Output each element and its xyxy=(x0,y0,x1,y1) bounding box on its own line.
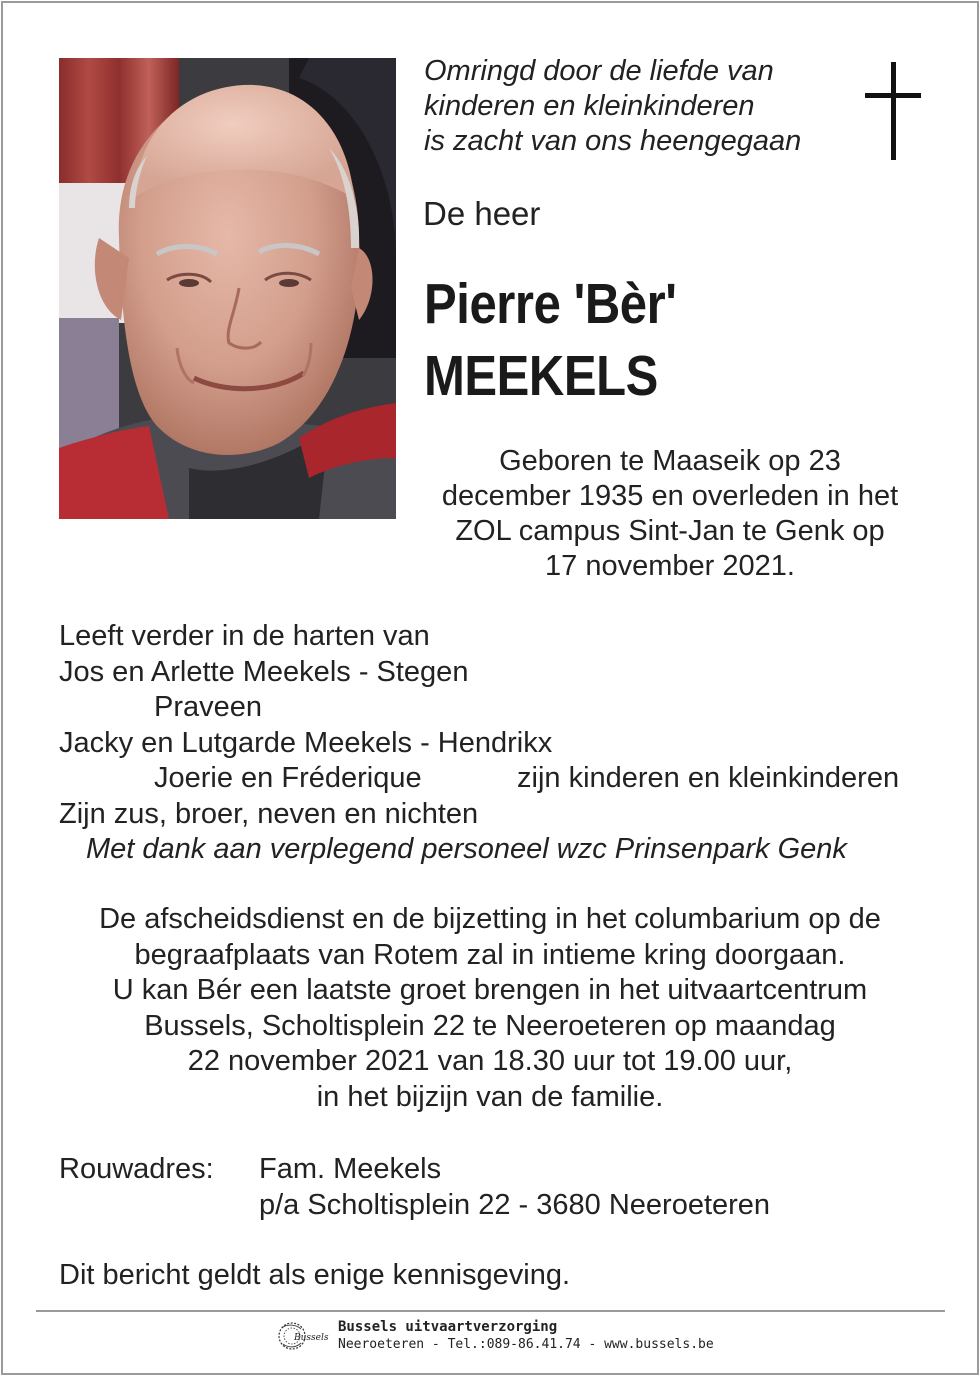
family-relation: zijn kinderen en kleinkinderen xyxy=(517,762,900,794)
address-row xyxy=(59,1187,939,1223)
portrait-photo xyxy=(59,58,396,519)
service-line: U kan Bér een laatste groet brengen in het uitvaartcentrum xyxy=(112,974,868,1006)
family-siblings: Zijn zus, broer, neven en nichten xyxy=(59,797,479,830)
birth-death-details xyxy=(420,444,920,584)
address-line: Fam. Meekels xyxy=(259,1153,442,1185)
address-line: p/a Scholtisplein 22 - 3680 Neeroeteren xyxy=(259,1189,771,1221)
portrait-illustration xyxy=(59,58,396,519)
service-details xyxy=(40,902,940,1115)
address-label: Rouwadres: xyxy=(59,1153,214,1185)
service-line: begraafplaats van Rotem zal in intieme kring doorgaan. xyxy=(134,938,846,971)
footer-text xyxy=(338,1319,714,1353)
service-line: in het bijzijn van de familie. xyxy=(316,1080,664,1113)
intro-text xyxy=(424,54,854,159)
thanks-note: Met dank aan verplegend personeel wzc Prinsenpark Genk xyxy=(86,833,847,865)
service-line: Bussels, Scholtisplein 22 te Neeroeteren op maandag xyxy=(144,1009,836,1042)
salutation: De heer xyxy=(423,195,541,232)
deceased-name xyxy=(424,268,677,412)
birth-line: Geboren te Maaseik op 23 xyxy=(499,445,841,477)
intro-line: kinderen en kleinkinderen xyxy=(424,90,755,122)
address-row xyxy=(59,1151,939,1187)
last-name: MEEKELS xyxy=(424,344,658,408)
company-contact: Neeroeteren - Tel.:089-86.41.74 - www.bussels.be xyxy=(338,1337,714,1352)
cross-icon xyxy=(863,62,923,160)
family-member: Joerie en Fréderique xyxy=(154,762,422,794)
birth-line: ZOL campus Sint-Jan te Genk op xyxy=(455,515,885,547)
logo-lettering: Bussels xyxy=(294,1333,329,1343)
first-name: Pierre 'Bèr' xyxy=(424,272,677,336)
service-line: De afscheidsdienst en de bijzetting in het columbarium op de xyxy=(99,903,881,935)
bussels-logo-icon xyxy=(276,1318,330,1354)
mourning-address xyxy=(59,1151,939,1223)
family-member: Praveen xyxy=(154,691,263,723)
family-member: Jacky en Lutgarde Meekels - Hendrikx xyxy=(59,726,553,759)
family-member-row xyxy=(59,761,939,797)
birth-line: december 1935 en overleden in het xyxy=(441,480,899,512)
intro-line: is zacht van ons heengegaan xyxy=(424,125,802,157)
footer xyxy=(276,1318,726,1358)
notice-text: Dit bericht geldt als enige kennisgeving. xyxy=(59,1259,571,1291)
service-line: 22 november 2021 van 18.30 uur tot 19.00 uur, xyxy=(187,1045,793,1077)
intro-line: Omringd door de liefde van xyxy=(424,55,774,87)
family-member: Jos en Arlette Meekels - Stegen xyxy=(59,655,469,688)
family-heading: Leeft verder in de harten van xyxy=(59,620,430,652)
footer-divider xyxy=(36,1310,945,1312)
family-section xyxy=(59,619,939,868)
birth-line: 17 november 2021. xyxy=(545,550,795,582)
company-name: Bussels uitvaartverzorging xyxy=(338,1319,558,1335)
